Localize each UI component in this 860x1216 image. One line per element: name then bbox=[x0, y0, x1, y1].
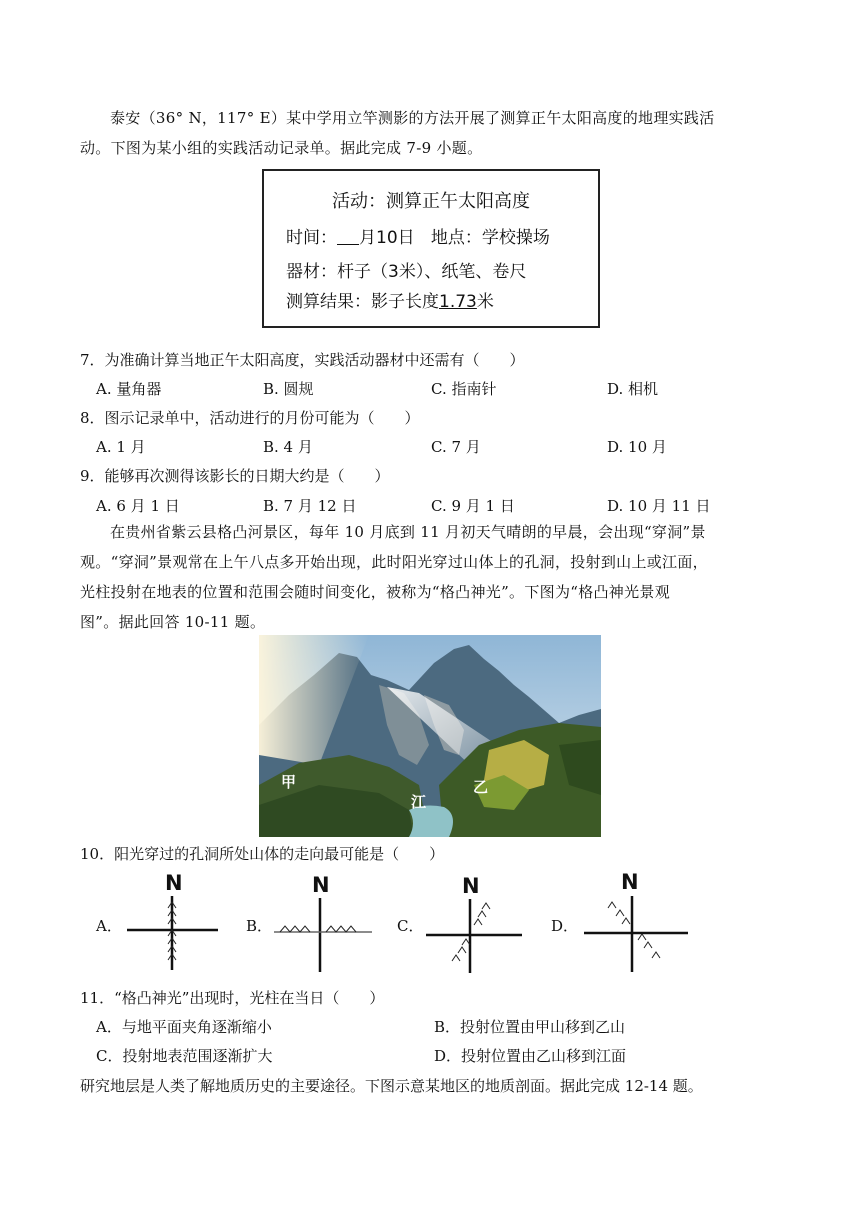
intro-paragraph-2 bbox=[80, 517, 780, 637]
q9-option-c[interactable]: C. 9 月 1 日 bbox=[431, 497, 515, 515]
q11-stem: 11．“格凸神光”出现时，光柱在当日（ ） bbox=[80, 989, 385, 1007]
q10-option-b-compass-icon[interactable] bbox=[272, 892, 374, 976]
record-title: 活动：测算正午太阳高度 bbox=[332, 191, 530, 212]
photo-label-jia: 甲 bbox=[281, 773, 297, 791]
q10-option-a-north: N bbox=[165, 871, 183, 895]
q10-option-d-label[interactable]: D． bbox=[551, 917, 579, 935]
record-time-place bbox=[286, 223, 550, 248]
landscape-illustration bbox=[259, 635, 601, 837]
record-result-value: 1.73 bbox=[439, 292, 477, 312]
q10-option-c-north: N bbox=[462, 874, 480, 898]
q10-stem: 10．阳光穿过的孔洞所处山体的走向最可能是（ ） bbox=[80, 845, 445, 863]
q7-option-c[interactable]: C. 指南针 bbox=[431, 380, 497, 398]
record-result-label: 测算结果：影子长度 bbox=[286, 292, 439, 312]
photo-label-yi: 乙 bbox=[473, 778, 489, 796]
getu-light-landscape-photo bbox=[259, 635, 601, 837]
q11-option-c[interactable]: C．投射地表范围逐渐扩大 bbox=[96, 1047, 273, 1065]
record-place: 地点：学校操场 bbox=[430, 228, 550, 248]
q9-option-d[interactable]: D. 10 月 11 日 bbox=[607, 497, 711, 515]
q8-option-d[interactable]: D. 10 月 bbox=[607, 438, 667, 456]
q10-option-a-compass-icon[interactable] bbox=[122, 890, 222, 976]
record-time-value: 月10日 bbox=[359, 228, 415, 248]
record-result bbox=[286, 287, 494, 312]
q9-stem: 9．能够再次测得该影长的日期大约是（ ） bbox=[80, 467, 390, 485]
q8-option-b[interactable]: B. 4 月 bbox=[263, 438, 313, 456]
q10-option-c-compass-icon[interactable] bbox=[424, 893, 524, 977]
q11-option-d[interactable]: D．投射位置由乙山移到江面 bbox=[434, 1047, 627, 1065]
record-month-blank bbox=[337, 228, 359, 245]
photo-label-jiang: 江 bbox=[411, 793, 427, 811]
q7-option-b[interactable]: B. 圆规 bbox=[263, 380, 314, 398]
q9-option-a[interactable]: A. 6 月 1 日 bbox=[96, 497, 180, 515]
geology-intro-text: 研究地层是人类了解地质历史的主要途径。下图示意某地区的地质剖面。据此完成 12-14 题。 bbox=[80, 1077, 703, 1095]
q10-option-a-label[interactable]: A． bbox=[96, 917, 122, 935]
q8-stem: 8．图示记录单中，活动进行的月份可能为（ ） bbox=[80, 409, 420, 427]
q10-option-c-label[interactable]: C． bbox=[397, 917, 424, 935]
q10-option-b-label[interactable]: B． bbox=[246, 917, 273, 935]
q10-option-d-compass-icon[interactable] bbox=[582, 890, 690, 976]
intro-1-line-1: 泰安（36° N，117° E）某中学用立竿测影的方法开展了测算正午太阳高度的地理实践活 bbox=[110, 109, 715, 127]
record-equipment: 器材：杆子（3米）、纸笔、卷尺 bbox=[286, 262, 527, 282]
record-time-label: 时间： bbox=[286, 228, 337, 248]
intro-2-line-3: 光柱投射在地表的位置和范围会随时间变化，被称为“格凸神光”。下图为“格凸神光景观 bbox=[80, 583, 671, 601]
intro-2-line-1: 在贵州省紫云县格凸河景区，每年 10 月底到 11 月初天气晴朗的早晨，会出现“穿洞”景 bbox=[110, 523, 706, 541]
intro-2-line-2: 观。“穿洞”景观常在上午八点多开始出现，此时阳光穿过山体上的孔洞，投射到山上或江面， bbox=[80, 553, 708, 571]
q10-option-d-north: N bbox=[621, 870, 639, 894]
intro-2-line-4: 图”。据此回答 10-11 题。 bbox=[80, 613, 266, 631]
q9-option-b[interactable]: B. 7 月 12 日 bbox=[263, 497, 357, 515]
q10-option-b-north: N bbox=[312, 873, 330, 897]
q7-option-a[interactable]: A. 量角器 bbox=[96, 380, 162, 398]
q7-stem: 7．为准确计算当地正午太阳高度，实践活动器材中还需有（ ） bbox=[80, 351, 525, 369]
q7-option-d[interactable]: D. 相机 bbox=[607, 380, 659, 398]
intro-1-line-2: 动。下图为某小组的实践活动记录单。据此完成 7-9 小题。 bbox=[80, 139, 483, 157]
q8-option-c[interactable]: C. 7 月 bbox=[431, 438, 481, 456]
q11-option-a[interactable]: A．与地平面夹角逐渐缩小 bbox=[96, 1018, 272, 1036]
q11-option-b[interactable]: B．投射位置由甲山移到乙山 bbox=[434, 1018, 626, 1036]
record-result-unit: 米 bbox=[476, 292, 494, 312]
q8-option-a[interactable]: A. 1 月 bbox=[96, 438, 146, 456]
intro-paragraph-1 bbox=[80, 103, 780, 163]
activity-record-box bbox=[262, 169, 600, 328]
